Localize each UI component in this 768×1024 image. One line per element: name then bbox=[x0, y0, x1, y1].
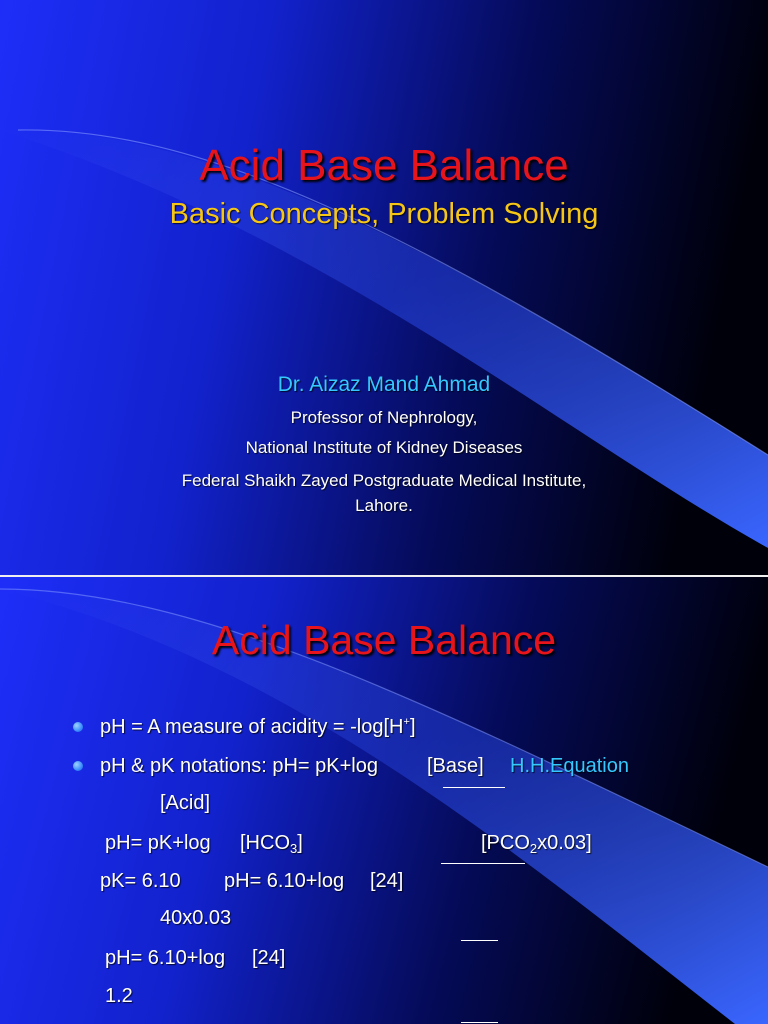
equation-hco3-left: pH= pK+log bbox=[105, 832, 211, 854]
author-name: Dr. Aizaz Mand Ahmad bbox=[277, 373, 491, 396]
pco2-factor: x0.03] bbox=[537, 832, 592, 854]
fraction-bar bbox=[461, 940, 498, 941]
ph-definition-close: ] bbox=[409, 716, 416, 738]
hco3-subscript: 3 bbox=[290, 841, 298, 856]
ph-calculation-left: pH= 6.10+log bbox=[105, 947, 226, 969]
fraction-bar bbox=[443, 787, 505, 788]
author-organization: Federal Shaikh Zayed Postgraduate Medical Institute, bbox=[181, 471, 587, 490]
equation-denominator-acid: [Acid] bbox=[160, 792, 211, 814]
pco2-text: [PCO bbox=[481, 832, 530, 854]
slide-title: Acid Base Balance bbox=[199, 141, 569, 190]
ph-calculation-numerator: [24] bbox=[252, 947, 286, 969]
slide-2 bbox=[0, 577, 768, 1024]
ph-calculation-left: pH= 6.10+log bbox=[224, 870, 345, 892]
bullet-icon bbox=[73, 722, 83, 732]
author-position: Professor of Nephrology, bbox=[290, 408, 478, 427]
ph-definition-text: pH = A measure of acidity = -log[H bbox=[100, 716, 404, 738]
equation-name: H.H.Equation bbox=[510, 755, 629, 777]
author-institute: National Institute of Kidney Diseases bbox=[245, 438, 523, 457]
bullet-ph-definition bbox=[100, 717, 416, 737]
pk-value: pK= 6.10 bbox=[100, 870, 181, 892]
hco3-close: ] bbox=[297, 832, 303, 854]
equation-denominator-pco2 bbox=[481, 832, 592, 856]
slide-title: Acid Base Balance bbox=[211, 617, 557, 663]
hco3-text: [HCO bbox=[240, 832, 290, 854]
equation-numerator-base: [Base] bbox=[427, 755, 484, 777]
ph-calculation-denominator: 1.2 bbox=[105, 985, 133, 1007]
fraction-bar bbox=[461, 1022, 498, 1023]
pco2-subscript: 2 bbox=[529, 841, 538, 856]
ph-calculation-denominator: 40x0.03 bbox=[160, 907, 232, 929]
fraction-bar bbox=[441, 863, 525, 864]
ph-calculation-numerator: [24] bbox=[370, 870, 404, 892]
ph-definition-superscript: + bbox=[403, 716, 410, 728]
bullet-icon bbox=[73, 761, 83, 771]
bullet-ph-pk-notation: pH & pK notations: pH= pK+log bbox=[100, 755, 378, 777]
slide-subtitle: Basic Concepts, Problem Solving bbox=[169, 198, 599, 230]
author-city: Lahore. bbox=[355, 496, 413, 515]
equation-numerator-hco3 bbox=[240, 832, 303, 856]
